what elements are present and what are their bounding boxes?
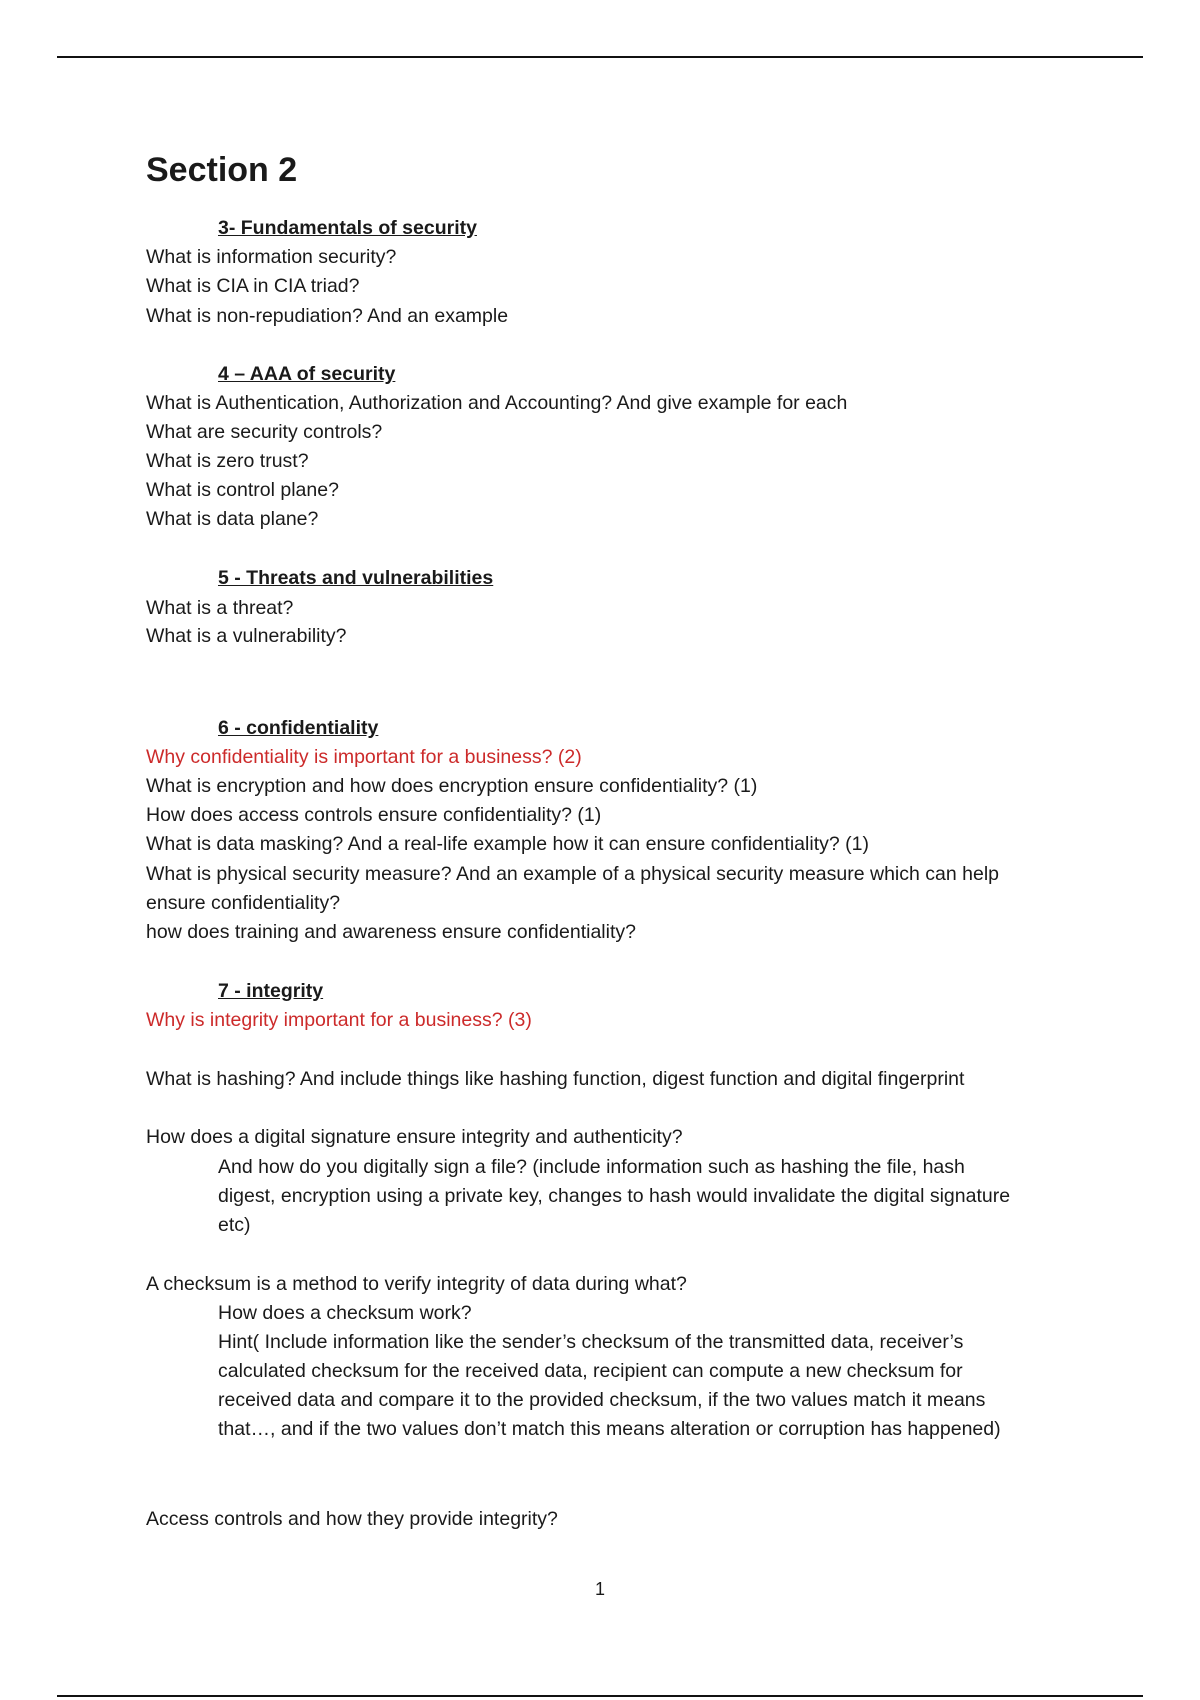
question: how does training and awareness ensure confidentiality? xyxy=(146,921,636,943)
page-title: Section 2 xyxy=(146,151,298,189)
hint-text: Hint( Include information like the sender’s checksum of the transmitted data, receiver’s xyxy=(218,1331,964,1353)
footer-rule xyxy=(57,1695,1143,1697)
question: What is CIA in CIA triad? xyxy=(146,275,360,297)
question: What is hashing? And include things like hashing function, digest function and digital fingerprint xyxy=(146,1068,965,1090)
section-heading-integrity: 7 - integrity xyxy=(218,980,324,1002)
hint-text: that…, and if the two values don’t match this means alteration or corruption has happened) xyxy=(218,1418,1001,1440)
question: What is control plane? xyxy=(146,479,339,501)
question: Access controls and how they provide integrity? xyxy=(146,1508,558,1530)
hint-text: calculated checksum for the received data, recipient can compute a new checksum for xyxy=(218,1360,963,1382)
question: What is data plane? xyxy=(146,508,319,530)
question: How does access controls ensure confidentiality? (1) xyxy=(146,804,602,826)
question: What is data masking? And a real-life example how it can ensure confidentiality? (1) xyxy=(146,833,869,855)
sub-question: digest, encryption using a private key, changes to hash would invalidate the digital signature xyxy=(218,1185,1011,1207)
sub-question: How does a checksum work? xyxy=(218,1302,472,1324)
page-number: 1 xyxy=(594,1579,605,1599)
section-heading-threats: 5 - Threats and vulnerabilities xyxy=(218,567,494,589)
question: What is encryption and how does encryption ensure confidentiality? (1) xyxy=(146,775,758,797)
sub-question: etc) xyxy=(218,1214,251,1236)
section-heading-confidentiality: 6 - confidentiality xyxy=(218,717,379,739)
question: What is a vulnerability? xyxy=(146,625,347,647)
question: What is Authentication, Authorization and Accounting? And give example for each xyxy=(146,392,848,414)
question: How does a digital signature ensure integrity and authenticity? xyxy=(146,1126,683,1148)
question: What is zero trust? xyxy=(146,450,309,472)
question-highlighted: Why is integrity important for a business? (3) xyxy=(146,1009,532,1031)
header-rule xyxy=(57,56,1143,58)
question-continuation: ensure confidentiality? xyxy=(146,892,341,914)
sub-question: And how do you digitally sign a file? (include information such as hashing the file, hash xyxy=(218,1156,965,1178)
question: What is information security? xyxy=(146,246,397,268)
hint-text: received data and compare it to the provided checksum, if the two values match it means xyxy=(218,1389,986,1411)
question: What is a threat? xyxy=(146,597,294,619)
section-heading-fundamentals: 3- Fundamentals of security xyxy=(218,217,477,239)
question-highlighted: Why confidentiality is important for a business? (2) xyxy=(146,746,582,768)
question: A checksum is a method to verify integrity of data during what? xyxy=(146,1273,687,1295)
question: What are security controls? xyxy=(146,421,383,443)
section-heading-aaa: 4 – AAA of security xyxy=(218,363,396,385)
question: What is non-repudiation? And an example xyxy=(146,305,509,327)
question: What is physical security measure? And an example of a physical security measure which can help xyxy=(146,863,999,885)
